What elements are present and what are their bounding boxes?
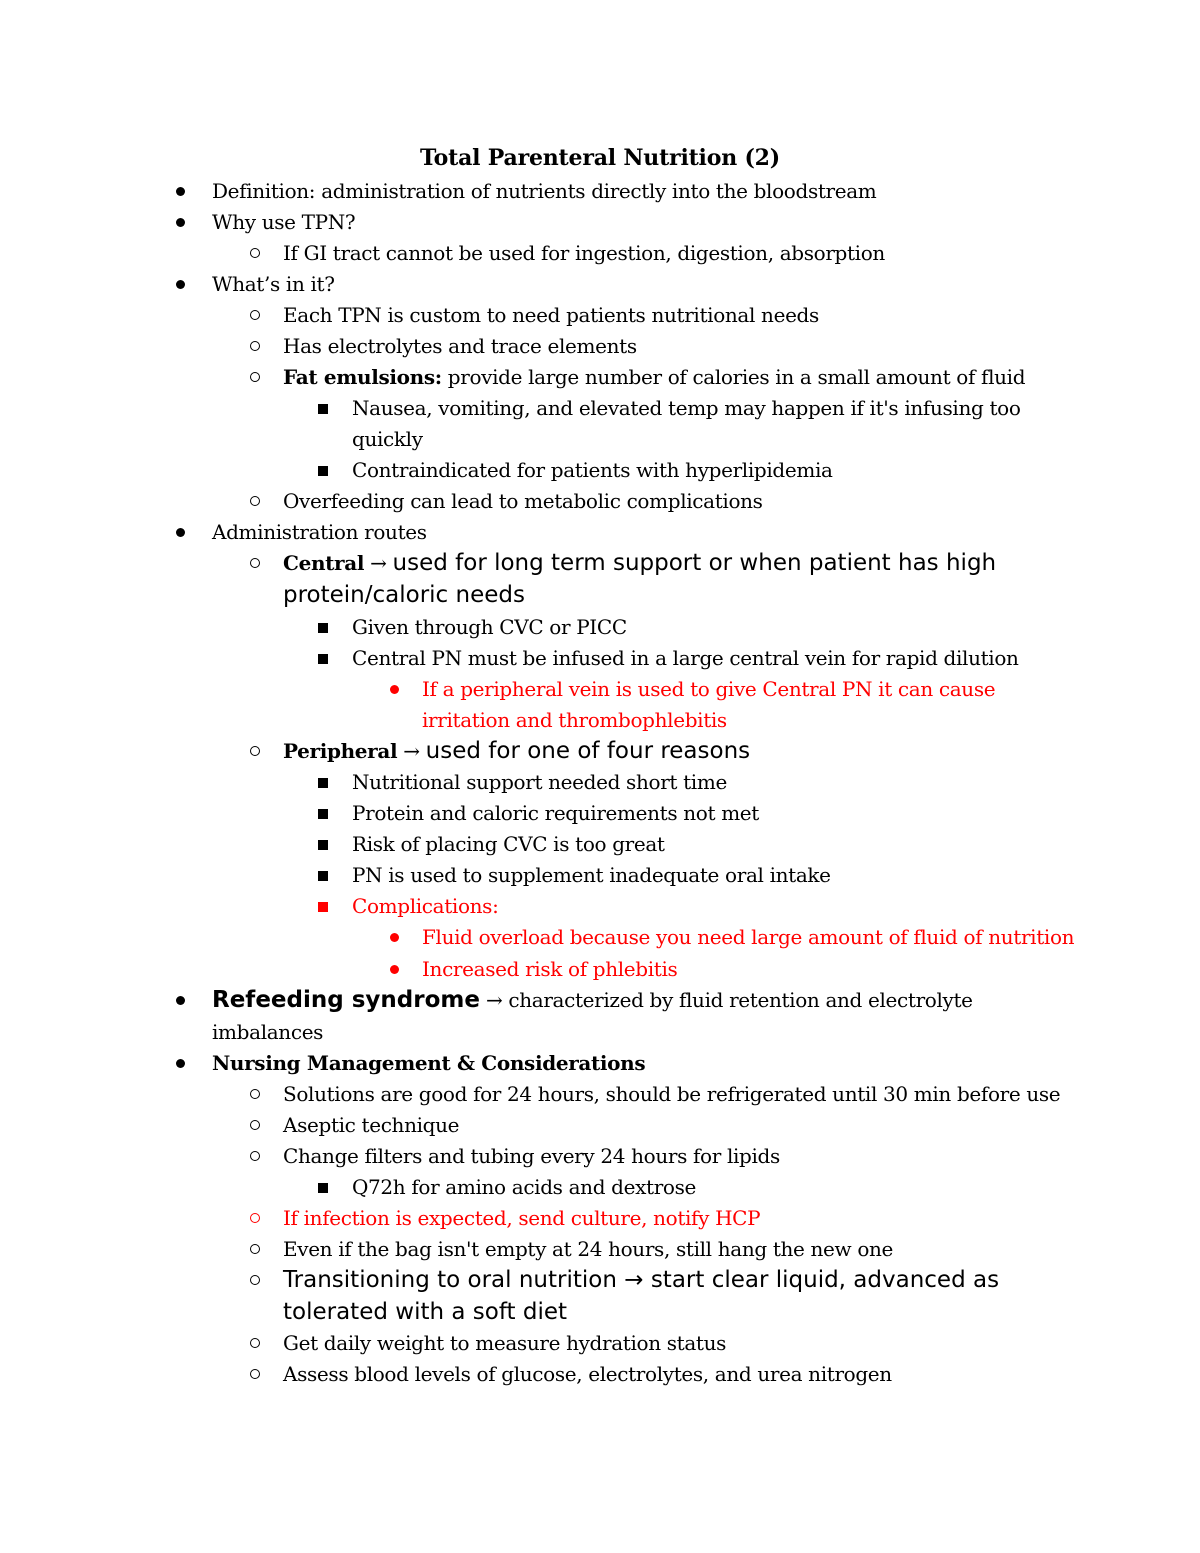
list-item	[0, 1048, 1200, 1079]
list-item: Increased risk of phlebitis	[0, 954, 1200, 985]
bullet-icon	[176, 528, 185, 537]
square-bullet-icon	[318, 654, 328, 664]
list-item: Fat emulsions: provide large number of calories in a small amount of fluid	[0, 362, 1200, 393]
list-item: Complications:	[0, 891, 1200, 922]
list-item: Central PN must be infused in a large central vein for rapid dilution	[0, 643, 1200, 674]
square-bullet-icon	[318, 404, 328, 414]
list-item-continuation: protein/caloric needs	[283, 582, 525, 608]
circle-bullet-icon	[250, 248, 260, 258]
list-item: Even if the bag isn't empty at 24 hours, still hang the new one	[0, 1234, 1200, 1265]
square-bullet-icon	[318, 871, 328, 881]
list-item: Why use TPN?	[0, 207, 1200, 238]
list-item: If GI tract cannot be used for ingestion, digestion, absorption	[0, 238, 1200, 269]
circle-bullet-icon	[250, 1213, 260, 1223]
circle-bullet-icon	[250, 1369, 260, 1379]
arrow-icon: →	[485, 988, 503, 1012]
section-heading: Nursing Management & Considerations	[212, 1051, 646, 1075]
circle-bullet-icon	[250, 372, 260, 382]
list-item: Fluid overload because you need large amount of fluid of nutrition	[0, 922, 1200, 953]
circle-bullet-icon	[250, 1151, 260, 1161]
list-item-continuation: tolerated with a soft diet	[283, 1299, 568, 1325]
list-item: Nutritional support needed short time	[0, 767, 1200, 798]
circle-bullet-icon	[250, 310, 260, 320]
bullet-icon	[176, 187, 185, 196]
page-title: Total Parenteral Nutrition (2)	[420, 145, 780, 171]
list-item: If a peripheral vein is used to give Central PN it can cause	[0, 674, 1200, 705]
list-item: What’s in it?	[0, 269, 1200, 300]
list-item: Transitioning to oral nutrition → start clear liquid, advanced as	[0, 1265, 1200, 1296]
square-bullet-icon	[318, 623, 328, 633]
list-item: Peripheral → used for one of four reasons	[0, 736, 1200, 767]
list-item: Refeeding syndrome → characterized by fluid retention and electrolyte	[0, 985, 1200, 1016]
bullet-icon	[176, 1059, 185, 1068]
bullet-icon	[176, 280, 185, 289]
list-item: Change filters and tubing every 24 hours for lipids	[0, 1141, 1200, 1172]
square-bullet-icon	[318, 1183, 328, 1193]
circle-bullet-icon	[250, 1244, 260, 1254]
fat-emulsions-label: Fat emulsions:	[283, 365, 442, 389]
list-item: Administration routes	[0, 517, 1200, 548]
bullet-icon	[390, 933, 399, 942]
list-item: PN is used to supplement inadequate oral intake	[0, 860, 1200, 891]
circle-bullet-icon	[250, 496, 260, 506]
list-item: Definition: administration of nutrients directly into the bloodstream	[0, 176, 1200, 207]
list-item: Protein and caloric requirements not met	[0, 798, 1200, 829]
list-item: If infection is expected, send culture, notify HCP	[0, 1203, 1200, 1234]
list-item: Contraindicated for patients with hyperlipidemia	[0, 455, 1200, 486]
square-bullet-icon	[318, 809, 328, 819]
list-item-continuation: quickly	[352, 427, 423, 451]
list-item-continuation: irritation and thrombophlebitis	[422, 708, 727, 732]
square-bullet-icon	[318, 466, 328, 476]
peripheral-label: Peripheral	[283, 739, 398, 763]
list-item: Given through CVC or PICC	[0, 612, 1200, 643]
list-item: Assess blood levels of glucose, electrolytes, and urea nitrogen	[0, 1359, 1200, 1390]
list-item: Overfeeding can lead to metabolic complications	[0, 486, 1200, 517]
bullet-icon	[176, 218, 185, 227]
circle-bullet-icon	[250, 1275, 260, 1285]
central-label: Central	[283, 551, 365, 575]
circle-bullet-icon	[250, 558, 260, 568]
square-bullet-icon	[318, 840, 328, 850]
list-item: Has electrolytes and trace elements	[0, 331, 1200, 362]
list-item: Risk of placing CVC is too great	[0, 829, 1200, 860]
circle-bullet-icon	[250, 746, 260, 756]
list-item: Each TPN is custom to need patients nutritional needs	[0, 300, 1200, 331]
list-item: Aseptic technique	[0, 1110, 1200, 1141]
arrow-icon: →	[624, 1267, 644, 1293]
list-item-continuation: imbalances	[212, 1020, 324, 1044]
list-item: Q72h for amino acids and dextrose	[0, 1172, 1200, 1203]
arrow-icon: →	[403, 739, 420, 763]
circle-bullet-icon	[250, 1338, 260, 1348]
bullet-icon	[176, 996, 185, 1005]
list-item: Central → used for long term support or when patient has high	[0, 548, 1200, 579]
square-bullet-icon	[318, 902, 328, 912]
bullet-icon	[390, 965, 399, 974]
list-item: Nausea, vomiting, and elevated temp may happen if it's infusing too	[0, 393, 1200, 424]
bullet-icon	[390, 685, 399, 694]
refeeding-syndrome-label: Refeeding syndrome	[212, 987, 480, 1013]
list-item: Solutions are good for 24 hours, should be refrigerated until 30 min before use	[0, 1079, 1200, 1110]
list-item: Get daily weight to measure hydration status	[0, 1328, 1200, 1359]
circle-bullet-icon	[250, 1120, 260, 1130]
circle-bullet-icon	[250, 341, 260, 351]
square-bullet-icon	[318, 778, 328, 788]
arrow-icon: →	[370, 551, 387, 575]
circle-bullet-icon	[250, 1089, 260, 1099]
